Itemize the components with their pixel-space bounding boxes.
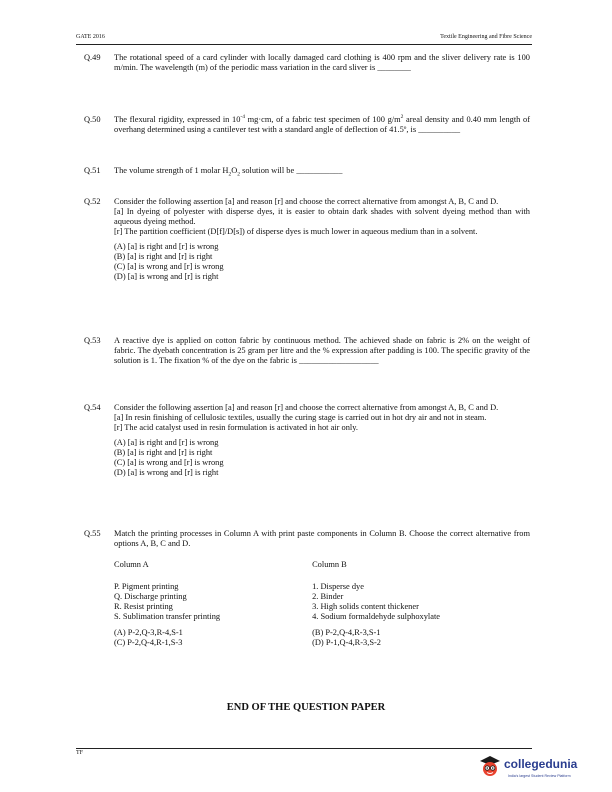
footer-divider (76, 748, 532, 749)
option-a: (A) P-2,Q-3,R-4,S-1 (114, 628, 183, 637)
option-b: (B) [a] is right and [r] is right (114, 448, 213, 457)
question-intro: Match the printing processes in Column A with print paste components in Column B. Choose the correct alternative from options A, B, C and D. (114, 529, 530, 548)
question-intro: Consider the following assertion [a] and reason [r] and choose the correct alternative from amongst A, B, C and D. (114, 197, 499, 206)
answer-blank: __________ (418, 125, 461, 134)
column-b-item: 4. Sodium formaldehyde sulphoxylate (312, 612, 441, 621)
logo-wordmark: collegedunia (504, 757, 578, 771)
answer-blank: ___________ (296, 166, 343, 175)
end-of-paper-text: END OF THE QUESTION PAPER (226, 702, 386, 713)
match-options (114, 628, 530, 648)
reason-text: [r] The partition coefficient (D[f]/D[s]) of disperse dyes is much lower in aqueous medium than in a solvent. (114, 227, 478, 236)
column-a-item: R. Resist printing (114, 602, 173, 611)
option-c: (C) P-2,Q-4,R-1,S-3 (114, 638, 183, 647)
option-c: (C) [a] is wrong and [r] is wrong (114, 458, 224, 467)
question-number: Q.49 (84, 53, 101, 62)
question-number: Q.55 (84, 529, 101, 538)
assertion-text: [a] In dyeing of polyester with disperse dyes, it is easier to obtain dark shades with solvent dyeing method than with aqueous dyeing method. (114, 207, 530, 226)
option-d: (D) [a] is wrong and [r] is right (114, 272, 219, 281)
logo-tagline: India's largest Student Review Platform (508, 774, 571, 778)
option-b: (B) P-2,Q-4,R-3,S-1 (312, 628, 381, 637)
question-text: A reactive dye is applied on cotton fabric by continuous method. The achieved shade on fabric is 2% on the weight of fabric. The dyebath concentration is 25 gram per litre and the % expression after padding is 100. The specific gravity of the solution is 1. The fixation % of the dye on the fabric is ___________________ (114, 336, 530, 365)
question-55 (84, 529, 530, 648)
option-list (114, 438, 530, 478)
question-intro: Consider the following assertion [a] and reason [r] and choose the correct alternative from amongst A, B, C and D. (114, 403, 499, 412)
column-a-header: Column A (114, 560, 149, 569)
column-b-item: 2. Binder (312, 592, 344, 601)
page-header (76, 34, 532, 45)
question-number: Q.51 (84, 166, 101, 175)
option-d: (D) P-1,Q-4,R-3,S-2 (312, 638, 381, 647)
question-49 (84, 53, 530, 73)
option-a: (A) [a] is right and [r] is wrong (114, 438, 219, 447)
option-a: (A) [a] is right and [r] is wrong (114, 242, 219, 251)
option-list (114, 242, 530, 282)
question-54 (84, 403, 530, 478)
column-b-item: 3. High solids content thickener (312, 602, 419, 611)
column-b-item: 1. Disperse dye (312, 582, 364, 591)
question-53 (84, 336, 530, 366)
exam-title: GATE 2016 (76, 34, 105, 40)
question-number: Q.50 (84, 115, 101, 124)
graduate-mascot-icon (478, 754, 502, 778)
question-text: The flexural rigidity, expressed in $10^{-4}$ mg·cm, of a fabric test specimen of 100 $g/m^2$ areal density and 0.40 mm length of overhang determined using a cantilever test with a standard angle of deflection of 41.5º, is __________ (114, 114, 530, 134)
option-b: (B) [a] is right and [r] is right (114, 252, 213, 261)
answer-blank: ___________________ (299, 356, 379, 365)
assertion-text: [a] In resin finishing of cellulosic textiles, usually the curing stage is carried out in hot dry air and not in steam. (114, 413, 487, 422)
paper-subject: Textile Engineering and Fibre Science (440, 34, 532, 40)
column-b-list (312, 582, 530, 622)
column-a-item: S. Sublimation transfer printing (114, 612, 221, 621)
footer-paper-code: TF (76, 750, 84, 756)
column-a-item: P. Pigment printing (114, 582, 179, 591)
question-text: The volume strength of 1 molar $H_2O_2$ solution will be ___________ (114, 166, 343, 178)
option-c: (C) [a] is wrong and [r] is wrong (114, 262, 224, 271)
question-51 (84, 166, 530, 176)
question-number: Q.52 (84, 197, 101, 206)
answer-blank: ________ (377, 63, 411, 72)
reason-text: [r] The acid catalyst used in resin formulation is activated in hot air only. (114, 423, 358, 432)
option-d: (D) [a] is wrong and [r] is right (114, 468, 219, 477)
question-number: Q.54 (84, 403, 101, 412)
collegedunia-logo (478, 754, 598, 788)
column-b-header: Column B (312, 560, 347, 569)
match-columns (114, 582, 530, 622)
column-a-item: Q. Discharge printing (114, 592, 187, 601)
question-50 (84, 115, 530, 135)
column-headers (114, 560, 530, 570)
question-number: Q.53 (84, 336, 101, 345)
question-52 (84, 197, 530, 282)
question-text: The rotational speed of a card cylinder with locally damaged card clothing is 400 rpm and the sliver delivery rate is 100 m/min. The wavelength (m) of the periodic mass variation in the card sliver is ________ (114, 53, 530, 72)
column-a-list (114, 582, 312, 622)
